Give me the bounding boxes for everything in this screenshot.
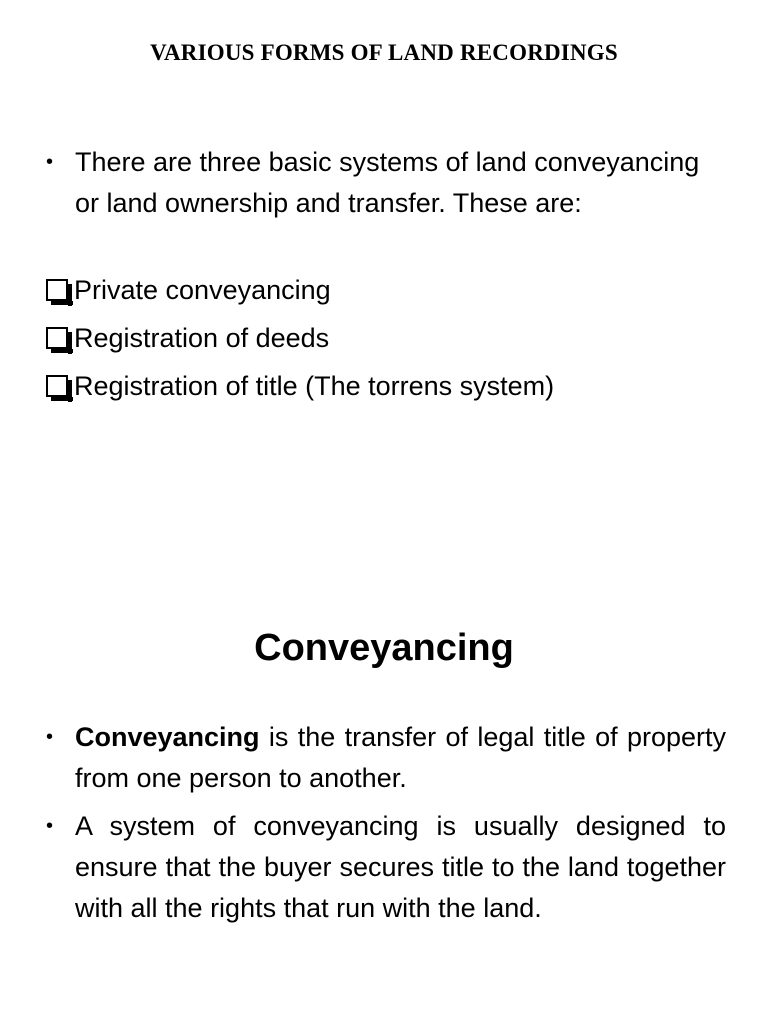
checklist-item-label: Registration of deeds — [74, 323, 330, 353]
checklist-item — [46, 270, 726, 311]
purpose-bullet-text: A system of conveyancing is usually designed to ensure that the buyer secures title to the land together with all the rights that run with the land. — [75, 811, 726, 923]
slide-conveyancing — [0, 512, 768, 1024]
definition-bullet-text — [75, 717, 726, 799]
bullet-dot: • — [46, 151, 54, 173]
bullet-dot: • — [46, 815, 54, 837]
purpose-bullet — [46, 806, 726, 929]
definition-text: is the transfer of legal title of property from one person to another. — [75, 722, 726, 793]
checkbox-square-icon — [46, 327, 68, 349]
definition-bullet — [46, 717, 726, 799]
checkbox-square-icon — [46, 279, 68, 301]
slide-title: VARIOUS FORMS OF LAND RECORDINGS — [150, 40, 618, 65]
checkbox-square-icon — [46, 375, 68, 397]
section-heading: Conveyancing — [254, 627, 514, 669]
checklist-item-label: Private conveyancing — [74, 275, 331, 305]
checklist-item — [46, 318, 726, 359]
intro-bullet-text: There are three basic systems of land conveyancing or land ownership and transfer. These are: — [75, 147, 700, 218]
intro-bullet — [46, 142, 726, 224]
bullet-dot: • — [46, 726, 54, 748]
checklist-item-label: Registration of title (The torrens system) — [74, 371, 555, 401]
checklist-item — [46, 366, 726, 407]
bold-term: Conveyancing — [75, 722, 260, 752]
